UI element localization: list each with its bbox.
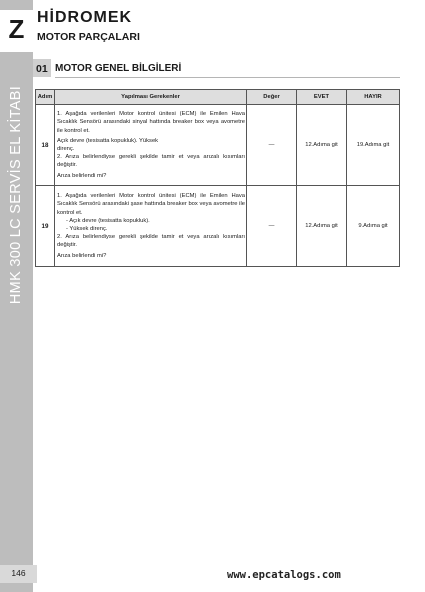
page-number: 146 <box>11 568 26 578</box>
no-cell: 19.Adıma git <box>347 105 400 186</box>
no-cell: 9.Adıma git <box>347 186 400 267</box>
troubleshooting-table <box>35 89 400 267</box>
action-question: Arıza belirlendi mi? <box>57 172 107 179</box>
footer-url: www.epcatalogs.com <box>227 569 341 581</box>
header-no: HAYIR <box>347 90 400 105</box>
book-title: HMK 300 LC SERVİS EL KİTABI <box>8 85 24 305</box>
table-header-row <box>36 90 400 105</box>
action-text <box>55 186 247 267</box>
value-cell: — <box>247 186 297 267</box>
action-line: direnç. <box>57 146 75 152</box>
header-actions: Yapılması Gerekenler <box>55 90 247 105</box>
step-number: 19 <box>36 186 55 267</box>
chapter-letter: Z <box>8 14 25 44</box>
section-title: MOTOR PARÇALARI <box>37 31 140 43</box>
subsection-number: 01 <box>36 63 48 75</box>
step-number: 18 <box>36 105 55 186</box>
header-step: Adım <box>36 90 55 105</box>
action-bullet: - Açık devre (tesisatta kopukluk). <box>66 217 150 224</box>
action-line: 1. Aşağıda verilenleri Motor kontrol ünitesi (ECM) ile Emilen Hava Sıcaklık Sensörü arasındaki şase hattında breaker box veya avometre ile kontrol et. <box>57 193 245 216</box>
action-line: 2. Arıza belirlendiyse gerekli şekilde tamir et veya arızalı kısımları değiştir. <box>57 234 245 249</box>
yes-cell: 12.Adıma git <box>297 186 347 267</box>
yes-cell: 12.Adıma git <box>297 105 347 186</box>
action-bullet: - Yüksek direnç. <box>66 226 108 232</box>
value-cell: — <box>247 105 297 186</box>
action-line: Açık devre (tesisatta kopukluk). Yüksek <box>57 137 159 144</box>
header-value: Değer <box>247 90 297 105</box>
action-line: 2. Arıza belirlendiyse gerekli şekilde tamir et veya arızalı kısımları değiştir. <box>57 154 245 169</box>
brand-logo: HİDROMEK <box>37 9 133 26</box>
subsection-rule <box>55 77 400 78</box>
action-question: Arıza belirlendi mi? <box>57 252 107 259</box>
header-yes: EVET <box>297 90 347 105</box>
subsection-title: MOTOR GENEL BİLGİLERİ <box>55 63 182 74</box>
action-text <box>55 105 247 186</box>
table-row <box>36 105 400 186</box>
action-line: 1. Aşağıda verilenleri Motor kontrol ünitesi (ECM) ile Emilen Hava Sıcaklık Sensörü arasındaki sinyal hattında breaker box veya avometre ile kontrol et. <box>57 111 245 134</box>
table-row <box>36 186 400 267</box>
